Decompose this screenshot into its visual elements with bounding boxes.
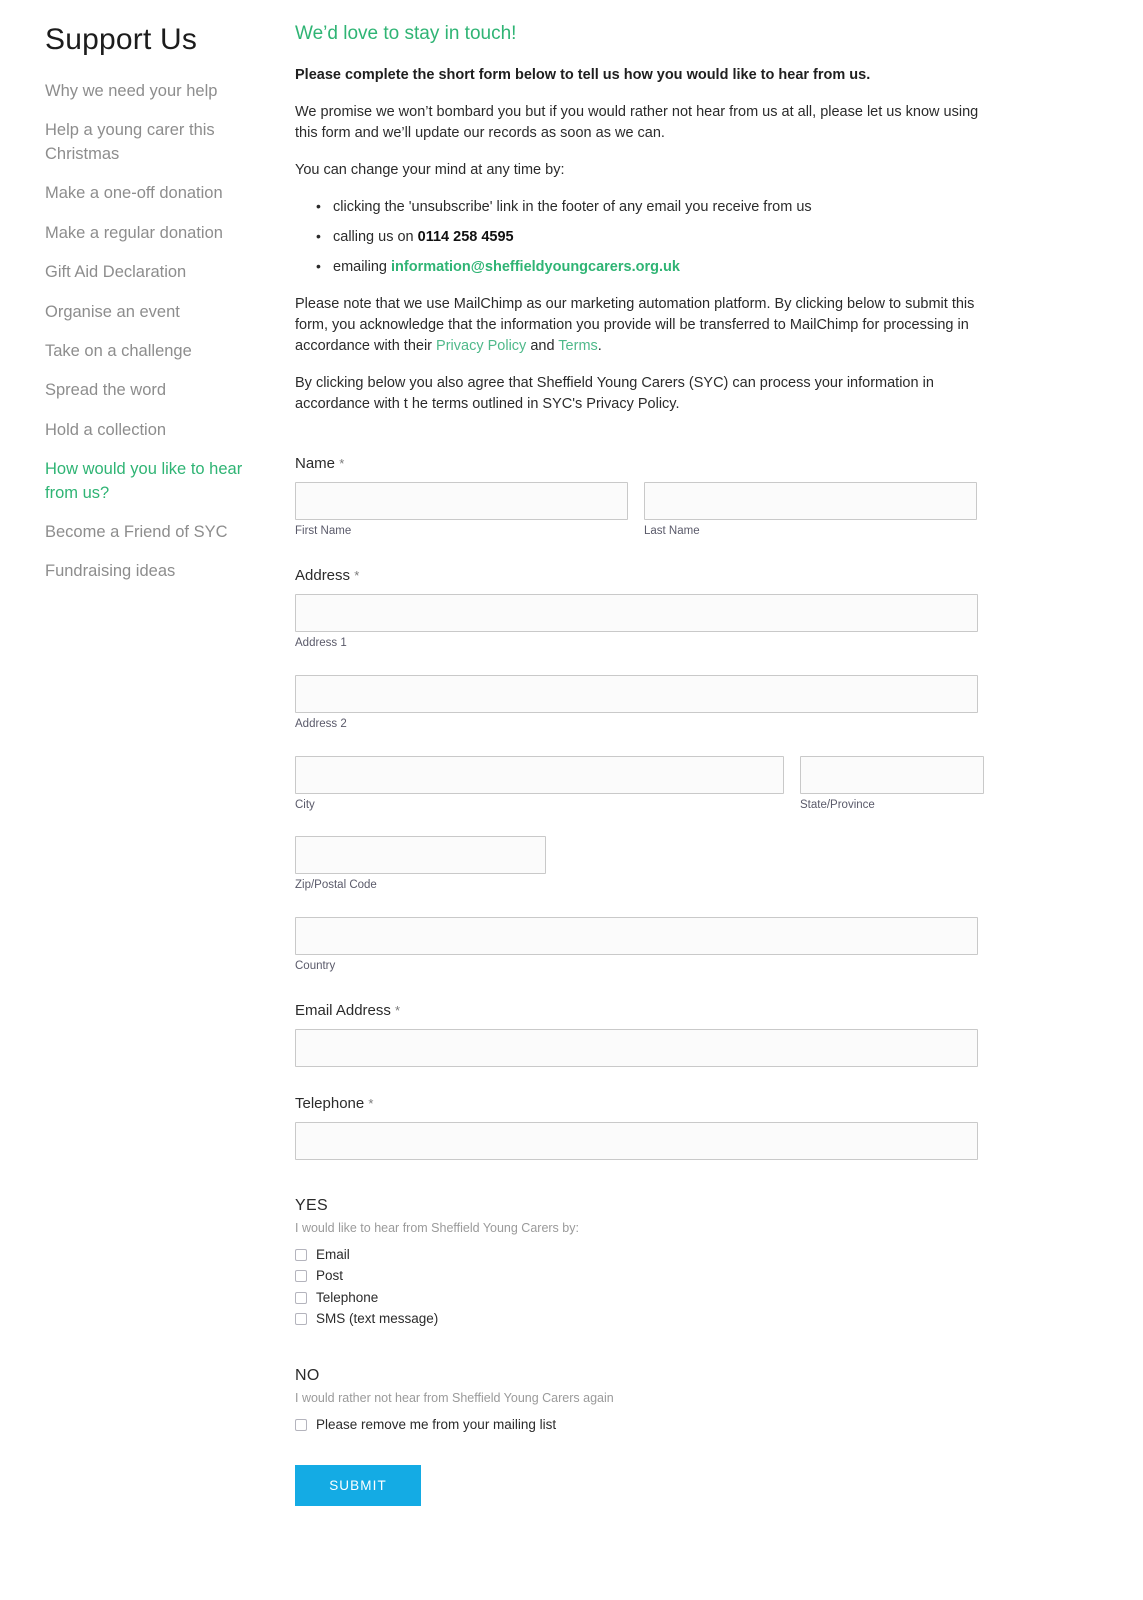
city-state-row	[295, 756, 984, 813]
zip-postal-code-input[interactable]	[295, 836, 546, 874]
sidebar-item-organise-an-event[interactable]: Organise an event	[45, 302, 180, 321]
list-item-unsubscribe-text: clicking the 'unsubscribe' link in the footer of any email you receive from us	[333, 199, 812, 216]
sidebar-item-become-a-friend-of-syc[interactable]: Become a Friend of SYC	[45, 523, 228, 542]
sidebar-item-gift-aid-declaration[interactable]: Gift Aid Declaration	[45, 263, 187, 282]
list-item-email	[333, 257, 984, 278]
checkbox-icon-telephone[interactable]	[295, 1292, 307, 1304]
sidebar-item-how-would-you-like-to-hear-from-us[interactable]: How would you like to hear from us?	[45, 460, 243, 502]
email-address-input[interactable]	[295, 1029, 978, 1067]
mailchimp-period: .	[597, 338, 602, 355]
sidebar-nav	[45, 80, 250, 584]
name-label-text: Name	[295, 455, 336, 473]
intro-paragraph-2: You can change your mind at any time by:	[295, 162, 565, 179]
contact-preferences-form	[295, 455, 984, 1506]
sidebar-item-why-we-need-your-help[interactable]: Why we need your help	[45, 82, 218, 100]
sidebar-item-hold-a-collection[interactable]: Hold a collection	[45, 420, 167, 439]
country-input[interactable]	[295, 917, 978, 955]
checkbox-icon-email[interactable]	[295, 1249, 307, 1261]
yes-section-title: YES	[295, 1196, 328, 1214]
list-item-unsubscribe	[333, 197, 984, 218]
mailchimp-terms-link[interactable]: Terms	[558, 338, 598, 355]
address1-input[interactable]	[295, 594, 978, 632]
yes-section	[295, 1196, 984, 1327]
first-name-input[interactable]	[295, 482, 628, 520]
sidebar	[0, 0, 290, 600]
no-section-subtitle: I would rather not hear from Sheffield Young Carers again	[295, 1391, 614, 1406]
checkbox-row-post[interactable]	[295, 1268, 984, 1284]
spacer-zip	[295, 893, 984, 917]
first-name-sublabel: First Name	[295, 525, 352, 538]
mailchimp-and-text: and	[526, 338, 559, 355]
zip-postal-code-sublabel: Zip/Postal Code	[295, 879, 377, 892]
sidebar-item-help-a-young-carer-this-christmas[interactable]: Help a young carer this Christmas	[45, 121, 215, 163]
spacer-address1	[295, 651, 984, 675]
state-province-sublabel: State/Province	[800, 798, 875, 811]
intro-paragraph-1: We promise we won’t bombard you but if you would rather not hear from us at all, please let us know using this form and we’ll update our records as soon as we can.	[295, 103, 979, 141]
contact-email-link[interactable]: information@sheffieldyoungcarers.org.uk	[391, 259, 680, 276]
spacer-city-state	[295, 812, 984, 836]
name-required-marker: *	[339, 456, 345, 472]
spacer-after-email	[295, 1067, 984, 1095]
telephone-input[interactable]	[295, 1122, 978, 1160]
state-province-input[interactable]	[800, 756, 984, 794]
checkbox-row-sms[interactable]	[295, 1311, 984, 1327]
checkbox-label-post: Post	[316, 1268, 344, 1284]
list-item-phone-prefix: calling us on	[333, 229, 418, 246]
checkbox-row-remove-me[interactable]	[295, 1417, 984, 1433]
spacer-before-yes	[295, 1160, 984, 1196]
city-sublabel: City	[295, 798, 315, 811]
checkbox-row-email[interactable]	[295, 1247, 984, 1263]
field-group-telephone	[295, 1095, 984, 1160]
checkbox-row-telephone[interactable]	[295, 1290, 984, 1306]
address-label-text: Address	[295, 566, 351, 584]
checkbox-label-email: Email	[316, 1247, 350, 1263]
checkbox-label-sms: SMS (text message)	[316, 1310, 439, 1326]
first-name-column	[295, 482, 628, 539]
telephone-required-marker: *	[368, 1095, 374, 1111]
field-group-name	[295, 455, 984, 539]
name-row	[295, 482, 984, 539]
intro-paragraph-3: By clicking below you also agree that Sheffield Young Carers (SYC) can process your information in accordance with t he terms outlined in SYC's Privacy Policy.	[295, 375, 934, 413]
email-required-marker: *	[395, 1002, 401, 1018]
address2-input[interactable]	[295, 675, 978, 713]
checkbox-label-telephone: Telephone	[316, 1289, 379, 1305]
mailchimp-paragraph	[295, 294, 984, 357]
email-label	[295, 1002, 984, 1020]
spacer-address2	[295, 732, 984, 756]
field-group-email	[295, 1002, 984, 1067]
sidebar-item-fundraising-ideas[interactable]: Fundraising ideas	[45, 562, 176, 581]
main-content	[290, 0, 1143, 1546]
page-title: We’d love to stay in touch!	[295, 23, 517, 44]
address1-column	[295, 594, 984, 651]
address1-sublabel: Address 1	[295, 636, 347, 649]
address-label	[295, 567, 984, 585]
telephone-label-text: Telephone	[295, 1094, 365, 1112]
mailchimp-privacy-policy-link[interactable]: Privacy Policy	[436, 338, 527, 355]
submit-button[interactable]: SUBMIT	[295, 1465, 421, 1506]
email-label-text: Email Address	[295, 1001, 391, 1019]
address2-column	[295, 675, 984, 732]
last-name-input[interactable]	[644, 482, 977, 520]
list-item-phone	[333, 227, 984, 248]
country-column	[295, 917, 984, 974]
checkbox-label-remove-me: Please remove me from your mailing list	[316, 1417, 557, 1433]
change-mind-list	[295, 197, 984, 278]
state-column	[800, 756, 984, 813]
telephone-label	[295, 1095, 984, 1113]
sidebar-item-make-a-regular-donation[interactable]: Make a regular donation	[45, 223, 223, 242]
address2-sublabel: Address 2	[295, 717, 347, 730]
checkbox-icon-remove-me[interactable]	[295, 1419, 307, 1431]
intro-lead-bold: Please complete the short form below to tell us how you would like to hear from us.	[295, 66, 871, 83]
spacer-after-address	[295, 974, 984, 1002]
spacer-after-name	[295, 539, 984, 567]
country-sublabel: Country	[295, 960, 336, 973]
zip-column	[295, 836, 984, 893]
city-column	[295, 756, 784, 813]
sidebar-item-take-on-a-challenge[interactable]: Take on a challenge	[45, 341, 192, 360]
checkbox-icon-post[interactable]	[295, 1270, 307, 1282]
no-section	[295, 1366, 984, 1433]
sidebar-item-spread-the-word[interactable]: Spread the word	[45, 381, 167, 400]
address-required-marker: *	[354, 567, 360, 583]
no-section-title: NO	[295, 1366, 320, 1384]
name-label	[295, 455, 984, 473]
yes-section-subtitle: I would like to hear from Sheffield Young Carers by:	[295, 1221, 579, 1236]
sidebar-title: Support Us	[45, 23, 198, 56]
spacer-before-no	[295, 1332, 984, 1366]
mailchimp-text-part-1: Please note that we use MailChimp as our marketing automation platform. By clicking below to submit this form, you acknowledge that the information you provide will be transferred to MailChimp for processing in accordance with their	[295, 296, 975, 355]
last-name-sublabel: Last Name	[644, 525, 700, 538]
field-group-address	[295, 567, 984, 974]
sidebar-item-make-a-one-off-donation[interactable]: Make a one-off donation	[45, 184, 223, 203]
city-input[interactable]	[295, 756, 784, 794]
phone-number: 0114 258 4595	[417, 229, 514, 246]
list-item-email-prefix: emailing	[333, 259, 392, 276]
last-name-column	[644, 482, 977, 539]
checkbox-icon-sms[interactable]	[295, 1313, 307, 1325]
